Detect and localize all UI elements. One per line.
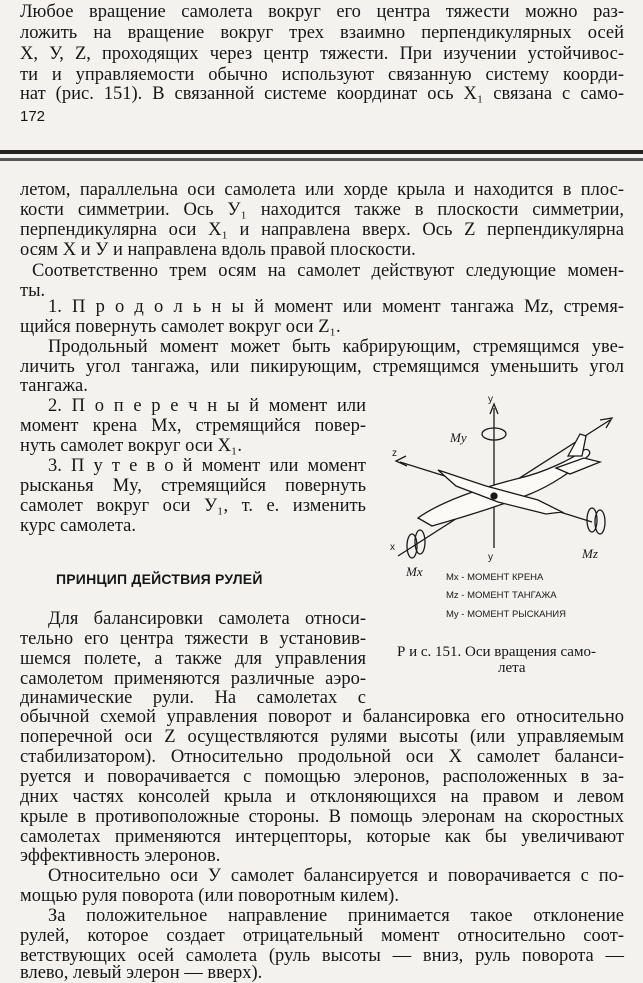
text-line: кости симметрии. Ось У₁ находится также в плоскости симметрии,	[20, 200, 624, 220]
page-number: 172	[20, 108, 46, 125]
text-line: нат (рис. 151). В связанной системе координат ось X₁ связана с само-	[20, 84, 624, 104]
text-line: руется и поворачивается с помощью элеронов, расположенных в за-	[20, 767, 624, 787]
z-axis-arrow	[396, 456, 407, 466]
text-line: щийся повернуть самолет вокруг оси Z₁.	[20, 317, 341, 337]
text-line: динамические рули. На самолетах с	[20, 688, 366, 708]
legend-mz: Mz - МОМЕНТ ТАНГАЖА	[446, 590, 557, 601]
text-line: нуть самолет вокруг оси X₁.	[20, 436, 243, 456]
text-line: 2. П о п е р е ч н ы й момент или	[48, 396, 366, 416]
text-line: личить угол тангажа, или пикирующим, стремящимся уменьшить угол	[20, 357, 624, 377]
airplane-axes-diagram	[370, 390, 640, 680]
figure-caption-cont: лета	[498, 660, 526, 676]
text-line: За положительное направление принимается такое отклонение	[48, 906, 624, 926]
text-line: Соответственно трем осям на самолет действуют следующие момен-	[32, 261, 624, 281]
text-line: дних частях консолей крыла и отклоняющихся на правом и левом	[20, 787, 624, 807]
text-line: Для балансировки самолета относи-	[48, 609, 366, 629]
text-line: перпендикулярна оси X₁ и направлена вверх. Ось Z перпендикулярна	[20, 220, 624, 240]
text-line: ти и управляемости обычно используют связанную систему коорди-	[20, 65, 624, 85]
fuselage-shape	[418, 449, 590, 526]
text-line: самолетом применяются различные аэро-	[20, 669, 366, 689]
text-line: 3. П у т е в о й момент или момент	[48, 456, 366, 476]
text-line: влево, левый элерон — вверх).	[20, 963, 263, 983]
text-line: курс самолета.	[20, 516, 137, 536]
text-line: стабилизатором). Относительно продольной оси X самолет баланси-	[20, 747, 624, 767]
text-line: ты.	[20, 281, 46, 301]
section-heading: ПРИНЦИП ДЕЙСТВИЯ РУЛЕЙ	[56, 571, 263, 587]
text-line: летом, параллельна оси самолета или хорде крыла и находится в плос-	[20, 180, 624, 200]
my-label: My	[450, 430, 467, 445]
text-line: 1. П р о д о л ь н ы й момент или момент тангажа Mz, стремя-	[48, 297, 624, 317]
text-line: X, У, Z, проходящих через центр тяжести. При изучении устойчивос-	[20, 44, 624, 64]
text-line: осям X и У и направлена вдоль правой плоскости.	[20, 240, 416, 260]
legend-mx: Mx - МОМЕНТ КРЕНА	[446, 572, 544, 583]
text-line: тангажа.	[20, 376, 88, 396]
text-line: крыле в противоположные стороны. В помощь элеронам на скоростных	[20, 807, 624, 827]
text-line: самолет вокруг оси У₁, т. е. изменить	[20, 496, 366, 516]
page-divider	[0, 150, 643, 154]
text-line: момент крена Mx, стремящийся повер-	[20, 416, 366, 436]
text-line: эффективность элеронов.	[20, 846, 221, 866]
text-line: рысканья My, стремящийся повернуть	[20, 476, 366, 496]
center-of-gravity	[491, 493, 497, 499]
text-line: шемся полете, а также для управления	[20, 649, 366, 669]
text-line: обычной схемой управления поворот и балансировка его относительно	[20, 707, 624, 727]
figure-axes-of-rotation	[370, 390, 640, 680]
x-axis-label: x	[390, 542, 395, 553]
y-axis-label: y	[488, 394, 493, 405]
text-line: ложить на вращение вокруг трех взаимно перпендикулярных осей	[20, 23, 624, 43]
text-line: самолетах применяются интерцепторы, которые как бы увеличивают	[20, 827, 624, 847]
text-line: ветствующих осей самолета (руль высоты — вниз, руль поворота —	[20, 946, 624, 966]
page-divider-secondary	[0, 158, 643, 161]
text-line: тельно его центра тяжести в установив-	[20, 629, 366, 649]
text-line: мощью руля поворота (или поворотным килем).	[20, 886, 399, 906]
figure-caption: Р и с. 151. Оси вращения само-	[397, 644, 596, 660]
text-line: рулей, которое создает отрицательный момент относительно соот-	[20, 926, 624, 946]
y-axis-label-lower: y	[488, 552, 493, 563]
text-line: поперечной оси Z осуществляются рулями высоты (или управляемым	[20, 727, 624, 747]
z-axis-label: z	[392, 448, 397, 459]
mx-label: Mx	[406, 564, 423, 579]
text-line: Продольный момент может быть кабрирующим, стремящимся уве-	[48, 337, 624, 357]
text-line: Любое вращение самолета вокруг его центра тяжести можно раз-	[20, 2, 624, 22]
text-line: Относительно оси У самолет балансируется и поворачивается с по-	[48, 866, 624, 886]
legend-my: My - МОМЕНТ РЫСКАНИЯ	[446, 609, 566, 620]
mz-label: Mz	[582, 546, 598, 561]
